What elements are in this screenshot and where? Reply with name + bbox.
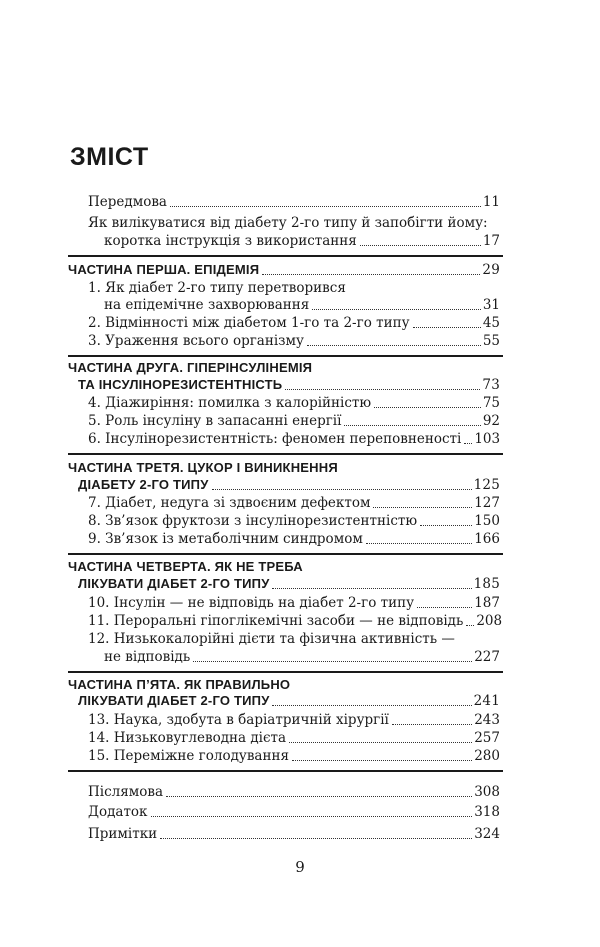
chapter-page: 243: [474, 712, 500, 728]
chapter-page: 257: [474, 730, 500, 746]
dot-leader: [151, 816, 473, 817]
chapter-title: 5. Роль інсуліну в запасанні енергії: [88, 413, 342, 429]
dot-leader: [262, 274, 480, 275]
entry-title: Передмова: [88, 194, 167, 210]
part-page: 73: [482, 377, 500, 393]
chapter-title: 2. Відмінності між діабетом 1-го та 2-го типу: [88, 315, 410, 331]
toc-chapter-5[interactable]: [88, 413, 500, 429]
toc-chapter-1-line1[interactable]: 1. Як діабет 2-го типу перетворився: [88, 280, 346, 296]
chapter-title: не відповідь: [104, 649, 191, 665]
chapter-title: 9. Зв’язок із метаболічним синдромом: [88, 531, 363, 547]
chapter-page: 75: [482, 395, 500, 411]
toc-chapter-4[interactable]: [88, 395, 500, 411]
toc-part-3-line1[interactable]: ЧАСТИНА ТРЕТЯ. ЦУКОР І ВИНИКНЕННЯ: [68, 460, 338, 475]
dot-leader: [413, 327, 481, 328]
dot-leader: [272, 588, 471, 589]
dot-leader: [193, 661, 472, 662]
entry-page: 11: [482, 194, 500, 210]
chapter-title: 14. Низьковуглеводна дієта: [88, 730, 287, 746]
chapter-page: 127: [474, 495, 500, 511]
part-title: ЛІКУВАТИ ДІАБЕТ 2-ГО ТИПУ: [78, 693, 270, 708]
dot-leader: [160, 838, 472, 839]
chapter-page: 55: [482, 333, 500, 349]
toc-chapter-13[interactable]: [88, 712, 500, 728]
toc-chapter-1[interactable]: [104, 297, 500, 313]
page-number: 9: [295, 858, 305, 876]
chapter-title: 8. Зв’язок фруктози з інсулінорезистентністю: [88, 513, 418, 529]
part-divider: [68, 553, 503, 555]
entry-page: 324: [474, 826, 500, 842]
toc-chapter-2[interactable]: [88, 315, 500, 331]
page-title: ЗМІСТ: [70, 143, 149, 171]
chapter-page: 208: [476, 613, 503, 629]
toc-chapter-12[interactable]: [104, 649, 500, 665]
dot-leader: [170, 206, 481, 207]
dot-leader: [307, 345, 481, 346]
part-title: ТА ІНСУЛІНОРЕЗИСТЕНТНІСТЬ: [78, 377, 283, 392]
toc-chapter-9[interactable]: [88, 531, 500, 547]
chapter-title: 7. Діабет, недуга зі здвоєним дефектом: [88, 495, 371, 511]
entry-page: 318: [474, 804, 500, 820]
toc-chapter-10[interactable]: [88, 595, 500, 611]
part-divider: [68, 770, 503, 772]
dot-leader: [312, 309, 481, 310]
toc-entry-preface[interactable]: [88, 194, 500, 210]
toc-chapter-8[interactable]: [88, 513, 500, 529]
chapter-title: 13. Наука, здобута в баріатричній хірургії: [88, 712, 389, 728]
toc-entry-afterword[interactable]: [88, 784, 500, 800]
toc-entry-instructions[interactable]: [104, 233, 500, 249]
part-page: 185: [473, 576, 500, 592]
chapter-page: 166: [474, 531, 500, 547]
part-page: 241: [473, 693, 500, 709]
entry-page: 308: [474, 784, 500, 800]
chapter-title: 6. Інсулінорезистентність: феномен переповненості: [88, 431, 462, 447]
toc-part-5[interactable]: [78, 693, 500, 709]
entry-title: Післямова: [88, 784, 164, 800]
entry-page: 17: [482, 233, 500, 249]
chapter-title: 11. Пероральні гіпоглікемічні засоби — не відповідь: [88, 613, 464, 629]
toc-part-3[interactable]: [78, 477, 500, 493]
toc-part-1[interactable]: [68, 262, 500, 278]
toc-chapter-15[interactable]: [88, 748, 500, 764]
toc-part-2[interactable]: [78, 377, 500, 393]
toc-entry-appendix[interactable]: [88, 804, 500, 820]
dot-leader: [166, 796, 472, 797]
toc-chapter-14[interactable]: [88, 730, 500, 746]
part-title: ЧАСТИНА ПЕРША. ЕПІДЕМІЯ: [68, 262, 260, 277]
part-divider: [68, 355, 503, 357]
part-page: 125: [473, 477, 500, 493]
chapter-title: 15. Переміжне голодування: [88, 748, 289, 764]
dot-leader: [464, 443, 472, 444]
dot-leader: [417, 607, 472, 608]
dot-leader: [374, 407, 481, 408]
toc-entry-instructions-line1[interactable]: Як вилікуватися від діабету 2-го типу й запобігти йому:: [88, 215, 488, 231]
chapter-title: 3. Ураження всього організму: [88, 333, 304, 349]
dot-leader: [466, 625, 474, 626]
dot-leader: [272, 705, 471, 706]
chapter-page: 150: [474, 513, 500, 529]
chapter-title: 4. Діажиріння: помилка з калорійністю: [88, 395, 372, 411]
chapter-title: 10. Інсулін — не відповідь на діабет 2-го типу: [88, 595, 415, 611]
dot-leader: [292, 760, 472, 761]
chapter-page: 31: [482, 297, 500, 313]
dot-leader: [344, 425, 480, 426]
chapter-page: 92: [482, 413, 500, 429]
toc-part-4-line1[interactable]: ЧАСТИНА ЧЕТВЕРТА. ЯК НЕ ТРЕБА: [68, 559, 303, 574]
dot-leader: [366, 543, 472, 544]
chapter-title: на епідемічне захворювання: [104, 297, 310, 313]
dot-leader: [392, 724, 472, 725]
toc-chapter-3[interactable]: [88, 333, 500, 349]
entry-title: коротка інструкція з використання: [104, 233, 357, 249]
part-title: ЛІКУВАТИ ДІАБЕТ 2-ГО ТИПУ: [78, 576, 270, 591]
toc-part-5-line1[interactable]: ЧАСТИНА П’ЯТА. ЯК ПРАВИЛЬНО: [68, 677, 291, 692]
chapter-page: 103: [474, 431, 501, 447]
dot-leader: [285, 389, 480, 390]
toc-chapter-7[interactable]: [88, 495, 500, 511]
toc-part-2-line1[interactable]: ЧАСТИНА ДРУГА. ГІПЕРІНСУЛІНЕМІЯ: [68, 360, 313, 375]
chapter-page: 45: [482, 315, 500, 331]
part-divider: [68, 671, 503, 673]
entry-title: Додаток: [88, 804, 148, 820]
dot-leader: [373, 507, 472, 508]
part-title: ДІАБЕТУ 2-ГО ТИПУ: [78, 477, 209, 492]
part-page: 29: [482, 262, 500, 278]
toc-chapter-6[interactable]: [88, 431, 500, 447]
dot-leader: [420, 525, 472, 526]
dot-leader: [289, 742, 472, 743]
toc-chapter-12-line1[interactable]: 12. Низькокалорійні дієти та фізична активність —: [88, 631, 455, 647]
entry-title: Примітки: [88, 826, 158, 842]
chapter-page: 280: [474, 748, 500, 764]
dot-leader: [360, 245, 481, 246]
dot-leader: [212, 489, 472, 490]
toc-part-4[interactable]: [78, 576, 500, 592]
part-divider: [68, 255, 503, 257]
toc-chapter-11[interactable]: [88, 613, 503, 629]
toc-entry-notes[interactable]: [88, 826, 500, 842]
chapter-page: 187: [474, 595, 500, 611]
part-divider: [68, 453, 503, 455]
chapter-page: 227: [474, 649, 500, 665]
